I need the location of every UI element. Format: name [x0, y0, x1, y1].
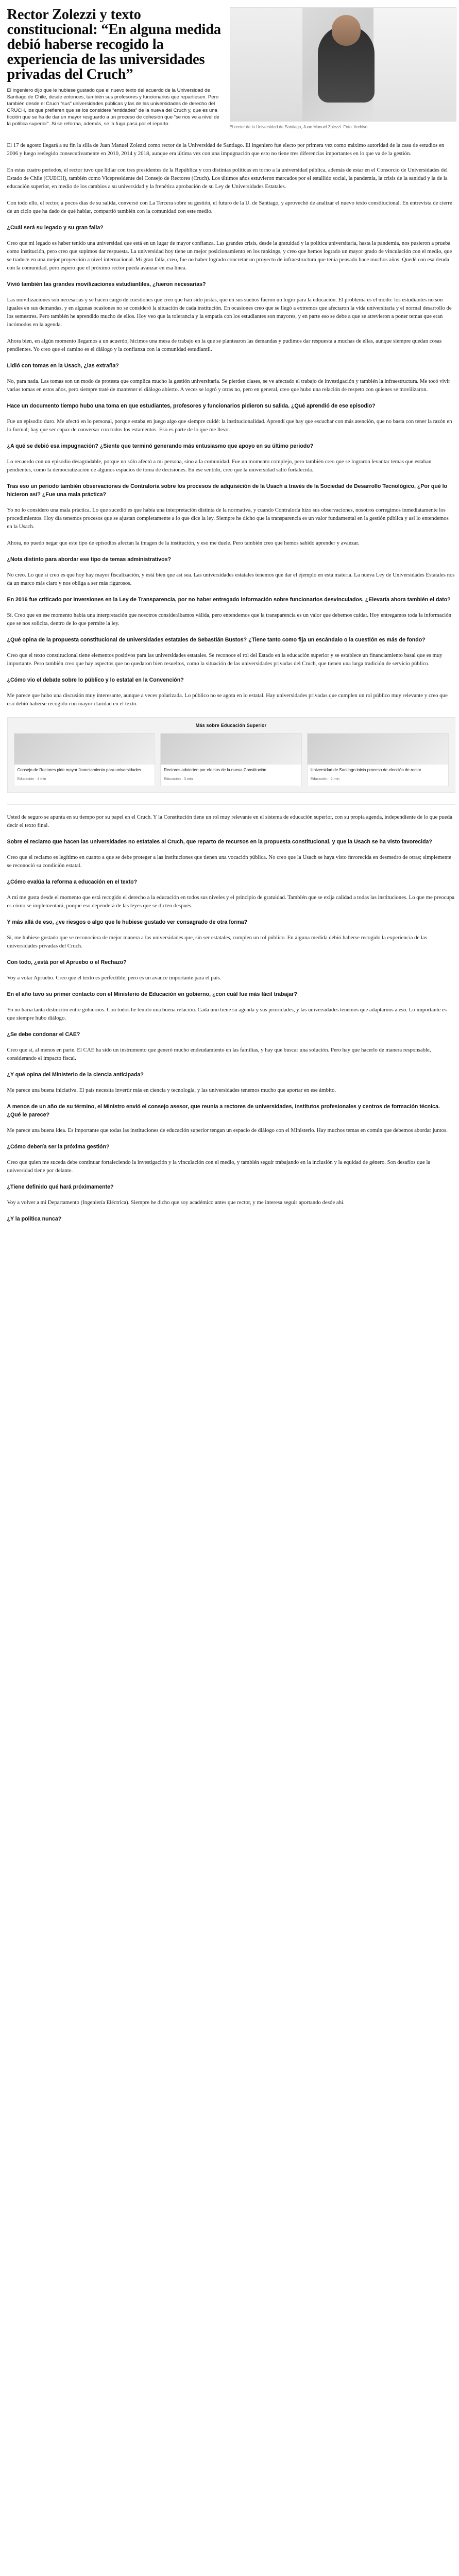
paragraph: El 17 de agosto llegará a su fin la silla de Juan Manuel Zolezzi como rector de la Universidad de Santiago. El ingeniero fue electo por primera vez como máximo autoridad de la casa de estudios en 2006 y luego reelegido consecutivamente en 2010, 2014 y 2018, aunque era última vez con una impugnación que esto no tiene tres diferencias importantes en lo que va de la gestión.	[7, 142, 445, 157]
paragraph: Ahora bien, en algún momento llegamos a un acuerdo; hicimos una mesa de trabajo en la que se plantearon las demandas y pudimos dar respuesta a muchas de ellas, aunque siempre quedan cosas pendientes. Yo creo que el camino es el diálogo y la confianza con la comunidad estudiantil.	[7, 338, 442, 352]
paragraph: Me parece que hubo una discusión muy interesante, aunque a veces polarizada. Lo público no se agota en lo estatal. Hay universidades privadas que cumplen un rol público muy relevante y creo que eso debió haberse recogido con mayor claridad en el texto.	[7, 692, 448, 707]
paragraph: Las movilizaciones son necesarias y se hacen cargo de cuestiones que creo que han sido justas, que en sus sueños fueron un logro para la educación. El problema es el modo: los estudiantes no son iguales en sus demandas, y en algunas ocasiones no se consideró la situación de cada institución. En ocasiones creo que se llegó a extremos que afectaron la vida universitaria y el normal desarrollo de los semestres. Pero también he aprendido mucho de ellos. Hoy veo que la tolerancia y la empatía con los estudiantes son mayores, y en parte eso se debe a que se atrevieron a poner temas que eran incómodos en la agenda.	[7, 297, 452, 328]
paragraph: Me parece una buena idea. Es importante que todas las instituciones de educación superior tengan un espacio de diálogo con el Ministerio. Hay muchos temas en común que debemos abordar juntos.	[7, 1127, 448, 1133]
hero-head	[332, 15, 361, 46]
paragraph: Sí. Creo que en ese momento había una interpretación que nosotros considerábamos válida, pero entendemos que la transparencia es un valor que debemos cuidar. Hoy entregamos toda la información que se nos solicita, dentro de lo que permite la ley.	[7, 612, 452, 626]
related-cards	[14, 733, 449, 786]
related-card-thumb	[14, 734, 155, 765]
article-body-part-2	[7, 813, 455, 1223]
paragraph: Lo recuerdo con un episodio desagradable, porque no sólo afectó a mi persona, sino a la comunidad. Fue un momento complejo, pero también creo que se lograron levantar temas que estaban pendientes, como la democratización de algunos espacios de toma de decisiones. En ese sentido, creo que la universidad salió fortalecida.	[7, 459, 432, 473]
paragraph: No, para nada. Las tomas son un modo de protesta que complica mucho la gestión universitaria. Se pierden clases, se ve afectado el trabajo de investigación y también la infraestructura. Me tocó vivir varias tomas en estos años, pero siempre traté de mantener el diálogo abierto. A veces se logró y otras no, pero en general, creo que hubo una relación de respeto con quienes se movilizaron.	[7, 378, 450, 393]
paragraph: Fue un episodio duro. Me afectó en lo personal, porque estaba en juego algo que siempre cuidé: la institucionalidad. Aprendí que hay que escuchar con más atención, que no basta con tener la razón en lo formal; hay que ser capaz de conversar con todos los estamentos. Eso es parte de lo que me llevo.	[7, 418, 452, 433]
paragraph: Creo que quien me suceda debe continuar fortaleciendo la investigación y la vinculación con el medio, y también seguir trabajando en la inclusión y la equidad de género. Son desafíos que la universidad tiene por delante.	[7, 1159, 431, 1174]
question: ¿Y la política nunca?	[7, 1216, 62, 1222]
related-card-thumb	[161, 734, 301, 765]
paragraph: Creo que el reclamo es legítimo en cuanto a que se debe proteger a las instituciones que tienen una vocación pública. No creo que la Usach se haya visto favorecida en desmedro de otras; simplemente se reconoció su condición estatal.	[7, 854, 452, 869]
question: ¿A qué se debió esa impugnación? ¿Siente que terminó generando más entusiasmo que apoyo en su último periodo?	[7, 443, 314, 449]
article-header	[7, 0, 455, 130]
paragraph: Creo que el texto constitucional tiene elementos positivos para las universidades estatales. Se reconoce el rol del Estado en la educación superior y se establece un financiamiento basal que es muy importante. Pero también creo que hay aspectos que no quedaron bien resueltos, como la situación de las universidades privadas del Cruch, que tienen una larga tradición de servicio público.	[7, 652, 443, 667]
headline: Rector Zolezzi y texto constitucional: “En alguna medida debió haberse recogido la experiencia de las universidades privadas del Cruch”	[7, 7, 221, 82]
paragraph: En estas cuatro periodos, el rector tuvo que lidiar con tres presidentes de la República y con distintas políticas en torno a la universidad pública, además de estar en el Consorcio de Universidades del Estado de Chile (CUECH), también como Vicepresidente del Consejo de Rectores (Cruch). Los últimos años estuvieron marcados por el estallido social, la pandemia, la crisis de la sanidad y la de la educación superior, en medio de los cambios a su universidad y la frenética aprobación de su Ley de Universidades Estatales.	[7, 167, 448, 190]
question: Con todo, ¿está por el Apruebo o el Rechazo?	[7, 959, 127, 965]
paragraph: A mí me gusta desde el momento que está recogido el derecho a la educación en todos sus niveles y el principio de gratuidad. También que se exija calidad a todas las instituciones. Lo que me preocupa es cómo se implementará, porque eso dependerá de las leyes que se dicten después.	[7, 894, 455, 909]
question: ¿Cómo vio el debate sobre lo público y lo estatal en la Convención?	[7, 677, 184, 683]
question: Sobre el reclamo que hacen las universidades no estatales al Cruch, que reparto de recursos en la propuesta constitucional, y que la Usach se ha visto favorecida?	[7, 839, 432, 845]
related-card-title[interactable]: Universidad de Santiago inicia proceso de elección de rector	[310, 768, 421, 772]
question: Y más allá de eso, ¿ve riesgos o algo que le hubiese gustado ver consagrado de otra forma?	[7, 919, 248, 925]
paragraph: Yo no haría tanta distinción entre gobiernos. Con todos he tenido una buena relación. Cada uno tiene su agenda y sus prioridades, y las universidades tenemos que adaptarnos a eso. Lo importante es que siempre hubo diálogo.	[7, 1007, 447, 1021]
related-card[interactable]	[14, 733, 156, 786]
hero-image	[230, 7, 456, 122]
paragraph: No creo. Lo que sí creo es que hoy hay mayor fiscalización, y está bien que así sea. Las universidades estatales tenemos que dar el ejemplo en esta materia. La nueva Ley de Universidades Estatales nos da un marco más claro y nos obliga a ser más rigurosos.	[7, 572, 455, 586]
paragraph: Con todo ello, el rector, a pocos días de su salida, conversó con La Tercera sobre su gestión, el futuro de la U. de Santiago, y aprovechó de analizar el nuevo texto constitucional. En entrevista de cierre de un ciclo que ha dado de qué hablar, compartió también con la comunidad con este medio.	[7, 200, 452, 214]
related-card[interactable]	[307, 733, 449, 786]
related-card-meta: Educación · 4 min	[17, 777, 46, 781]
question: ¿Nota distinto para abordar ese tipo de temas administrativos?	[7, 556, 171, 563]
paragraph: Yo no lo considero una mala práctica. Lo que sucedió es que había una interpretación distinta de la normativa, y cuando Contraloría hizo sus observaciones, nosotros corregimos inmediatamente los procedimientos. Hoy día tenemos procesos que se ajustan completamente a lo que dice la ley. Siempre he dicho que la transparencia es un valor fundamental en la gestión pública y así lo entendemos en la Usach.	[7, 507, 449, 530]
related-title: Más sobre Educación Superior	[195, 723, 267, 728]
header-left	[7, 7, 223, 127]
deck: El ingeniero dijo que le hubiese gustado que el nuevo texto del acuerdo de la Universidad de Santiago de Chile, desde entonces, también sus profesores y funcionarios que repartiesen. Pero también desde el Cruch “sus” universidades públicas y las de las universidades de derecho del CRUCH, los que prefieren que se los considere “entidades” de la nueva del Cruch y, que es una ficción que se ha de dar un mayor resguardo a un proceso de cohesión que “se nos ve a nivel de la política superior”. Si se reforma, además, se la fuga pasa por el reparto.	[7, 88, 219, 127]
paragraph: Voy a votar Apruebo. Creo que el texto es perfectible, pero es un avance importante para el país.	[7, 975, 222, 981]
question: ¿Y qué opina del Ministerio de la ciencia anticipada?	[7, 1072, 144, 1078]
hero-bg-right	[373, 8, 456, 121]
related-card-title[interactable]: Consejo de Rectores pide mayor financiamiento para universidades	[17, 768, 141, 772]
question: ¿Cómo evalúa la reforma a educación en el texto?	[7, 879, 138, 885]
related-card-meta: Educación · 2 min	[310, 777, 339, 781]
hero-caption: El rector de la Universidad de Santiago, Juan Manuel Zolezzi. Foto: Archivo	[229, 125, 368, 129]
related-card[interactable]	[160, 733, 302, 786]
paragraph: Sí, me hubiese gustado que se reconociera de mejor manera a las universidades que, sin ser estatales, cumplen un rol público. En alguna medida debió haberse recogido la experiencia de las universidades privadas del Cruch.	[7, 935, 427, 949]
question: ¿Tiene definido qué hará próximamente?	[7, 1184, 114, 1190]
paragraph: Me parece una buena iniciativa. El país necesita invertir más en ciencia y tecnología, y las universidades tenemos mucho que aportar en ese ámbito.	[7, 1087, 336, 1093]
hero-bg-left	[230, 8, 302, 121]
paragraph: Voy a volver a mi Departamento (Ingeniería Eléctrica). Siempre he dicho que soy académico antes que rector, y me interesa seguir aportando desde ahí.	[7, 1199, 345, 1206]
paragraph: Creo que sí, al menos en parte. El CAE ha sido un instrumento que generó mucho endeudamiento en las familias, y hay que buscar una solución. Pero hay que hacerlo de manera responsable, considerando el impacto fiscal.	[7, 1047, 431, 1061]
question: En el año tuvo su primer contacto con el Ministerio de Educación en gobierno, ¿con cuál fue más fácil trabajar?	[7, 991, 297, 997]
paragraph: Ahora, no puedo negar que este tipo de episodios afectan la imagen de la institución, y eso me duele. Pero también creo que hemos sabido aprender y avanzar.	[7, 540, 360, 546]
article-body	[7, 141, 455, 1223]
question: ¿Se debe condonar el CAE?	[7, 1031, 80, 1038]
question: ¿Qué opina de la propuesta constitucional de universidades estatales de Sebastián Bustos? ¿Tiene tanto como fija un escándalo o la cuestión es más de fondo?	[7, 637, 426, 643]
question: ¿Cuál será su legado y su gran falla?	[7, 225, 104, 231]
article-wrapper	[4, 0, 455, 1223]
article-body-part-1	[7, 141, 455, 708]
question: A menos de un año de su término, el Ministro envió el consejo asesor, que reunía a rectores de universidades, institutos profesionales y centros de formación técnica. ¿Qué le parece?	[7, 1104, 440, 1118]
section-separator	[7, 804, 455, 805]
question: Vivió también las grandes movilizaciones estudiantiles, ¿fueron necesarias?	[7, 281, 206, 287]
header-right	[230, 7, 455, 130]
related-articles	[7, 717, 455, 793]
paragraph: Usted de seguro se apunta en su tiempo por su papel en el Cruch. Y la Constitución tiene un rol muy relevante en el sistema de educación superior, con su propia agenda, independiente de lo que pueda decir el texto final.	[7, 814, 452, 828]
question: Hace un documento tiempo hubo una toma en que estudiantes, profesores y funcionarios pidieron su salida. ¿Qué aprendió de ese episodio?	[7, 403, 376, 409]
question: ¿Cómo debería ser la próxima gestión?	[7, 1144, 110, 1150]
question: En 2016 fue criticado por inversiones en la Ley de Transparencia, por no haber entregado información sobre funcionarios desvinculados. ¿Elevaría ahora también el dato?	[7, 597, 451, 603]
question: Lidió con tomas en la Usach, ¿las extraña?	[7, 363, 119, 369]
related-card-meta: Educación · 3 min	[164, 777, 193, 781]
related-card-thumb	[308, 734, 448, 765]
paragraph: Creo que mi legado es haber tenido una universidad que está en un lugar de mayor confianza. Las grandes crisis, desde la gratuidad y la política universitaria, hasta la pandemia, nos pusieron a prueba como institución, pero creo que supimos dar respuesta. La universidad hoy tiene un mejor posicionamiento en los rankings, y creo que hemos logrado un mayor grado de vinculación con el medio, que se traduce en una mejor proyección a nivel internacional. Mi gran falla, creo, fue no haber logrado concretar un proyecto de infraestructura que tenía pensado hace muchos años. Quedé con esa deuda con la comunidad, pero espero que el próximo rector pueda avanzar en esa línea.	[7, 240, 452, 271]
related-card-title[interactable]: Rectores advierten por efectos de la nueva Constitución	[164, 768, 266, 772]
question: Tras eso un periodo también observaciones de Contraloría sobre los procesos de adquisición de la Usach a través de la Sociedad de Desarrollo Tecnológico, ¿Por qué lo hicieron así? ¿Fue una mala práctica?	[7, 483, 448, 498]
